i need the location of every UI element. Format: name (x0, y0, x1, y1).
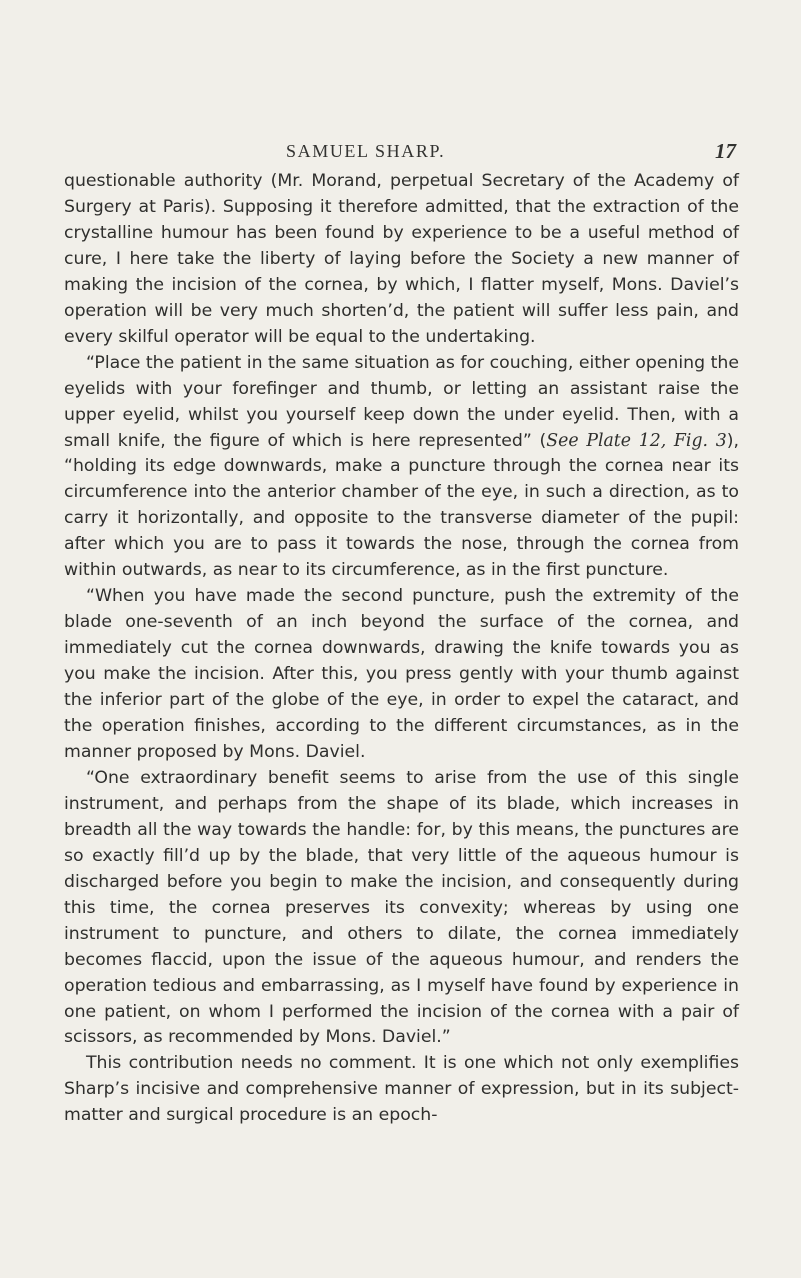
paragraph-3: “When you have made the second puncture, push the extremity of the blade one-seventh of an inch beyond the surface of the cornea, and immediately cut the cornea downwards, drawing the knife towards you as you make the incision. After this, you press gently with your thumb against the inferior part of the globe of the eye, in order to expel the cataract, and the operation finishes, according to the different circumstances, as in the manner proposed by Mons. Daviel. (64, 586, 739, 762)
page-number: 17 (715, 139, 736, 163)
plate-reference: See Plate 12, Fig. 3 (546, 430, 727, 451)
body-text (64, 169, 739, 1129)
paragraph-5: This contribution needs no comment. It is one which not only exemplifies Sharp’s incisive and comprehensive manner of expression, but in its subject-matter and surgical procedure is an epoch- (64, 1053, 739, 1126)
paragraph-2-text-b: ), “holding its edge downwards, make a puncture through the cornea near its circumference into the anterior chamber of the eye, in such a direction, as to carry it horizontally, and opposite to the transverse diameter of the pupil: after which you are to pass it towards the nose, through the cornea from within outwards, as near to its circumference, as in the first puncture. (64, 430, 739, 581)
running-title: SAMUEL SHARP. (286, 141, 446, 161)
paragraph-2-text-a: “Place the patient in the same situation as for couching, either opening the eyelids with your forefinger and thumb, or letting an assistant raise the upper eyelid, whilst you yourself keep down the under eyelid. Then, with a small knife, the figure of which is here represented” ( (64, 352, 739, 451)
paragraph-1: questionable authority (Mr. Morand, perpetual Secretary of the Academy of Surgery at Paris). Supposing it therefore admitted, that the extraction of the crystalline humour has been found by experience to be a useful method of cure, I here take the liberty of laying before the Society a new manner of making the incision of the cornea, by which, I flatter myself, Mons. Daviel’s operation will be very much shorten’d, the patient will suffer less pain, and every skilful operator will be equal to the undertaking. (64, 171, 739, 347)
paragraph-4: “One extraordinary benefit seems to arise from the use of this single instrument, and perhaps from the shape of its blade, which increases in breadth all the way towards the handle: for, by this means, the punctures are so exactly fill’d up by the blade, that very little of the aqueous humour is discharged before you begin to make the incision, and consequently during this time, the cornea preserves its convexity; whereas by using one instrument to puncture, and others to dilate, the cornea immediately becomes flaccid, upon the issue of the aqueous humour, and renders the operation tedious and embarrassing, as I myself have found by experience in one patient, on whom I performed the incision of the cornea with a pair of scissors, as recommended by Mons. Daviel.” (64, 767, 739, 1048)
running-head (286, 141, 736, 163)
paragraph-2 (64, 351, 739, 585)
